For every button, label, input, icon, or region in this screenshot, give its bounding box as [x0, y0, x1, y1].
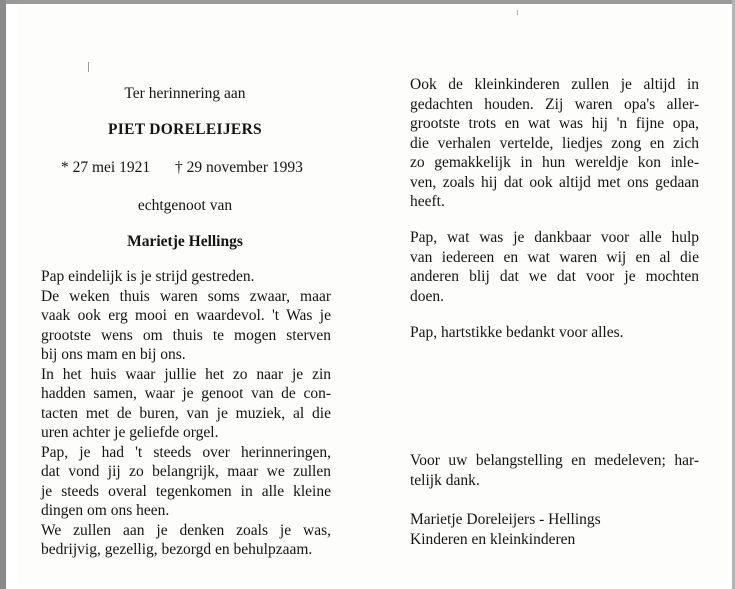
- text-line: Pap eindelijk is je strijd gestreden.: [41, 268, 255, 285]
- acknowledgement-block: [410, 451, 699, 490]
- text-line: van iedereen en wat waren wij en al die: [410, 248, 699, 266]
- text-line: Marietje Doreleijers - Hellings: [410, 511, 601, 528]
- text-line: bedrijvig, gezellig, bezorgd en behulpzaam.: [41, 541, 313, 558]
- text-line: anderen blij dat we dat voor je mochten: [410, 268, 699, 285]
- text-line: tacten met de buren, van je muziek, al die: [41, 404, 331, 422]
- scan-mark: [88, 62, 89, 72]
- grandchildren-paragraph: [410, 75, 699, 212]
- death-date: † 29 november 1993: [175, 159, 303, 176]
- left-text-block: [41, 267, 331, 560]
- gratitude-paragraph: [410, 228, 699, 306]
- text-line: zo gemakkelijk in hun wereldje kon inle-: [410, 154, 699, 171]
- text-line: De weken thuis waren soms zwaar, maar: [41, 287, 331, 305]
- signature-block: [410, 510, 699, 549]
- text-line: Ook de kleinkinderen zullen je altijd in: [410, 76, 699, 93]
- relation-line: echtgenoot van: [137, 197, 233, 214]
- text-line: hadden samen, waar je genoot van de con-: [41, 385, 331, 402]
- birth-date: * 27 mei 1921: [61, 159, 151, 176]
- text-line: heeft.: [410, 193, 445, 210]
- text-line: ven, zoals hij dat ook altijd met ons gedaan: [410, 173, 699, 191]
- text-line: telijk dank.: [410, 471, 480, 489]
- text-line: die verhalen vertelde, liedjes zong en zich: [410, 134, 699, 152]
- text-line: Pap, wat was je dankbaar voor alle hulp: [410, 229, 699, 246]
- text-line: Pap, je had 't steeds over herinneringen,: [41, 443, 331, 461]
- text-line: gedachten houden. Zij waren opa's aller-: [410, 95, 699, 113]
- deceased-name: PIET DORELEIJERS: [108, 121, 262, 138]
- text-line: grootste wens om thuis te mogen sterven: [41, 326, 331, 344]
- text-line: dat vond jij zo belangrijk, maar we zullen: [41, 463, 331, 480]
- text-line: vaak ook erg mooi en waardevol. 't Was je: [41, 307, 331, 324]
- thanks-line: Pap, hartstikke bedankt voor alles.: [410, 324, 624, 341]
- text-line: doen.: [410, 287, 445, 305]
- spouse-name: Marietje Hellings: [127, 233, 243, 250]
- text-line: grootste trots en wat was hij 'n fijne opa,: [410, 115, 699, 132]
- text-line: Voor uw belangstelling en medeleven; har-: [410, 452, 699, 469]
- intro-line: Ter herinnering aan: [124, 85, 246, 102]
- text-line: We zullen aan je denken zoals je was,: [41, 521, 331, 539]
- scan-edge-top: [0, 0, 735, 4]
- text-line: uren achter je geliefde orgel.: [41, 424, 219, 441]
- text-line: dingen om ons heen.: [41, 502, 170, 519]
- text-line: Kinderen en kleinkinderen: [410, 530, 576, 548]
- text-line: bij ons mam en bij ons.: [41, 346, 186, 363]
- text-line: In het huis waar jullie het zo naar je zin: [41, 365, 331, 383]
- scan-edge-left: [0, 0, 6, 589]
- scan-mark: [517, 10, 518, 15]
- text-line: je steeds overal tegenkomen in alle kleine: [41, 482, 331, 500]
